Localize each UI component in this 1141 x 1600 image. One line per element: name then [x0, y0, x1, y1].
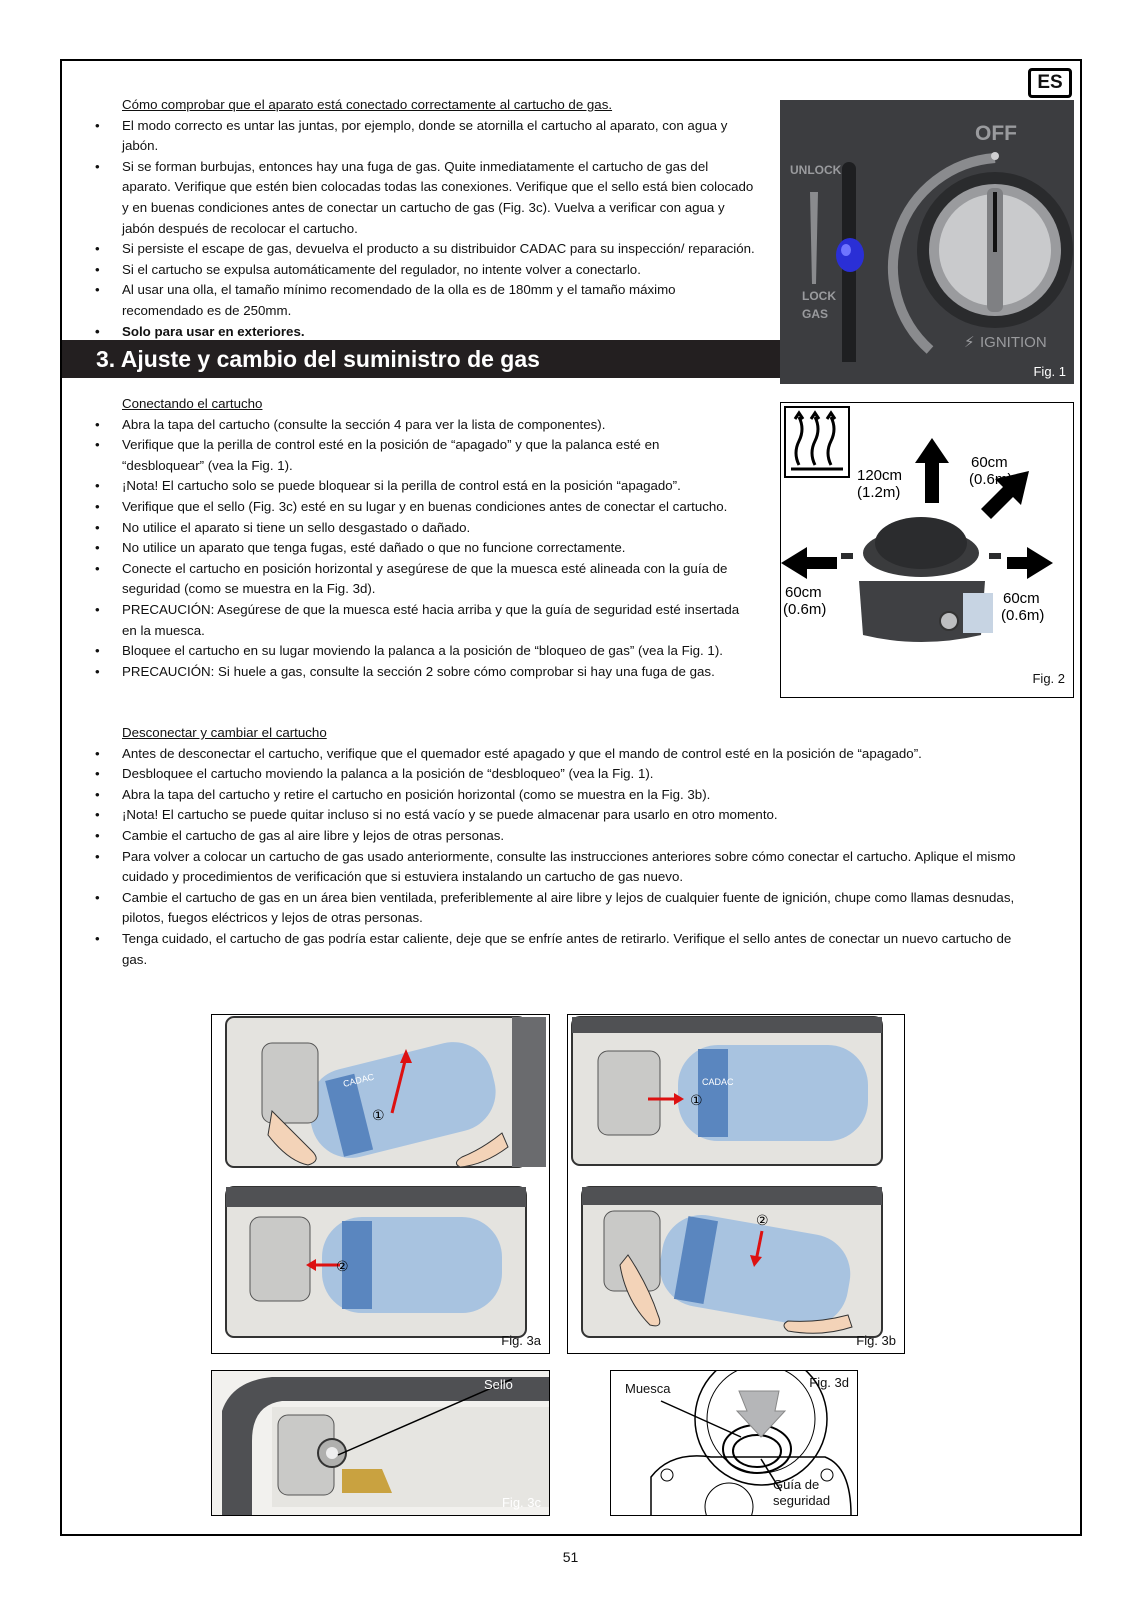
- top-clearance-m: (1.2m): [857, 484, 901, 501]
- list-item: • Abra la tapa del cartucho (consulte la sección 4 para ver la lista de componentes).: [60, 415, 722, 436]
- left-clearance-cm: 60cm: [785, 584, 822, 601]
- list-item: • No utilice el aparato si tiene un sello desgastado o dañado.: [60, 518, 742, 539]
- figure-3a: [211, 1014, 550, 1354]
- right-clearance-m: (0.6m): [1001, 607, 1045, 624]
- list-item: • ¡Nota! El cartucho solo se puede bloquear si la perilla de control está en la posición “apagado”.: [60, 476, 762, 497]
- list-item: • Si el cartucho se expulsa automáticamente del regulador, no intente volver a conectarlo.: [60, 260, 760, 281]
- list-item: • Antes de desconectar el cartucho, verifique que el quemador esté apagado y que el mando de control esté en la posición de “apagado”.: [60, 744, 1030, 765]
- control-panel-illustration: [780, 100, 1074, 384]
- list-item: • Verifique que la perilla de control esté en la posición de “apagado” y que la palanca esté en “desbloquear” (vea la Fig. 1).: [60, 435, 742, 476]
- diag-clearance-m: (0.6m): [969, 471, 1013, 488]
- step-1-marker: ①: [372, 1108, 385, 1124]
- intro-section: [60, 95, 760, 342]
- list-item: • Si se forman burbujas, entonces hay una fuga de gas. Quite inmediatamente el cartucho de gas del aparato. Verifique que estén bien colocadas todas las conexiones. Verifique que el sello está bien colocado y en buenas condiciones antes de conectar un cartucho de gas (Fig. 3c). Vuelva a verificar con agua y jabón después de recolocar el cartucho.: [60, 157, 760, 239]
- intro-bullet-list: [60, 116, 760, 343]
- gas-label: GAS: [802, 307, 829, 321]
- list-item: • Al usar una olla, el tamaño mínimo recomendado de la olla es de 180mm y el tamaño máximo recomendado es de 250mm.: [60, 280, 760, 321]
- guide-callout-line2: seguridad: [773, 1493, 831, 1508]
- figure-3d: [610, 1370, 858, 1516]
- language-badge: ES: [1028, 68, 1072, 98]
- list-item: • Para volver a colocar un cartucho de gas usado anteriormente, consulte las instrucciones anteriores sobre cómo conectar el cartucho. Aplique el mismo cuidado y procedimientos de verificación que si estuviera instalando un cartucho de gas nuevo.: [60, 847, 1030, 888]
- list-item: • Verifique que el sello (Fig. 3c) esté en su lugar y en buenas condiciones antes de conectar el cartucho.: [60, 497, 742, 518]
- diag-clearance-cm: 60cm: [971, 454, 1008, 471]
- list-item: • Desbloquee el cartucho moviendo la palanca a la posición de “desbloqueo” (vea la Fig. 1).: [60, 764, 1030, 785]
- list-item: • Abra la tapa del cartucho y retire el cartucho en posición horizontal (como se muestra en la Fig. 3b).: [60, 785, 1030, 806]
- list-item: • Cambie el cartucho de gas en un área bien ventilada, preferiblemente al aire libre y lejos de cualquier fuente de ignición, chupe como llamas desnudas, pilotos, fuegos eléctricos y lejos de otras personas.: [60, 888, 1030, 929]
- list-item: • Si persiste el escape de gas, devuelva el producto a su distribuidor CADAC para su inspección/ reparación.: [60, 239, 760, 260]
- notch-callout: Muesca: [625, 1381, 671, 1396]
- ignition-label: IGNITION: [980, 334, 1047, 351]
- top-clearance-cm: 120cm: [857, 467, 903, 484]
- cartridge-brand: CADAC: [342, 1071, 376, 1089]
- figure-1: [780, 100, 1074, 384]
- section-title: 3. Ajuste y cambio del suministro de gas: [62, 340, 780, 378]
- figure-3c: [211, 1370, 550, 1516]
- list-item: • PRECAUCIÓN: Si huele a gas, consulte la sección 2 sobre cómo comprobar si hay una fuga de gas.: [60, 662, 822, 683]
- figure-3c-label: Fig. 3c: [501, 1495, 541, 1510]
- guide-callout-line1: Guía de: [773, 1477, 820, 1492]
- arrow-left-icon: [781, 547, 837, 579]
- list-item: • Conecte el cartucho en posición horizontal y asegúrese de que la muesca esté alineada con la guía de seguridad (como se muestra en la Fig. 3d).: [60, 559, 742, 600]
- step-1-marker: ①: [690, 1093, 703, 1109]
- figure-3a-label: Fig. 3a: [501, 1333, 541, 1348]
- list-item: • No utilice un aparato que tenga fugas, esté dañado o que no funcione correctamente.: [60, 538, 742, 559]
- figure-3b-label: Fig. 3b: [856, 1333, 896, 1348]
- seal-callout: Sello: [484, 1377, 513, 1392]
- right-clearance-cm: 60cm: [1003, 590, 1040, 607]
- figure-2: [780, 402, 1074, 698]
- intro-subheading: Cómo comprobar que el aparato está conectado correctamente al cartucho de gas.: [122, 97, 613, 112]
- left-clearance-m: (0.6m): [783, 601, 827, 618]
- connect-bullet-list: [60, 415, 800, 683]
- connect-section: [60, 394, 800, 682]
- cartridge-brand: CADAC: [702, 1077, 734, 1087]
- cartridge-removal-illustration: [212, 1015, 549, 1353]
- disconnect-bullet-list: [60, 744, 1030, 971]
- figure-1-label: Fig. 1: [1033, 364, 1066, 379]
- list-item: • Cambie el cartucho de gas al aire libre y lejos de otras personas.: [60, 826, 1030, 847]
- list-item: • ¡Nota! El cartucho se puede quitar incluso si no está vacío y se puede almacenar para usarlo en otro momento.: [60, 805, 1030, 826]
- disconnect-section: [60, 723, 1030, 970]
- off-label: OFF: [975, 122, 1017, 145]
- list-item: • Bloquee el cartucho en su lugar moviendo la palanca a la posición de “bloqueo de gas” (vea la Fig. 1).: [60, 641, 752, 662]
- unlock-label: UNLOCK: [790, 163, 842, 177]
- step-2-marker: ②: [756, 1213, 769, 1229]
- figure-3d-label: Fig. 3d: [809, 1375, 849, 1390]
- figure-3b: [567, 1014, 905, 1354]
- arrow-right-icon: [1007, 547, 1053, 579]
- list-item: • PRECAUCIÓN: Asegúrese de que la muesca esté hacia arriba y que la guía de seguridad esté insertada en la muesca.: [60, 600, 742, 641]
- step-2-marker: ②: [336, 1259, 349, 1275]
- page-number: 51: [562, 1549, 579, 1565]
- disconnect-subheading: Desconectar y cambiar el cartucho: [122, 725, 327, 740]
- clearance-diagram: [781, 403, 1073, 697]
- list-item: • Tenga cuidado, el cartucho de gas podría estar caliente, deje que se enfríe antes de retirarlo. Verifique el sello antes de conectar un nuevo cartucho de gas.: [60, 929, 1030, 970]
- lock-label: LOCK: [802, 289, 836, 303]
- list-item: • Solo para usar en exteriores.: [60, 322, 760, 343]
- cartridge-insertion-illustration: [568, 1015, 904, 1353]
- lightning-icon: ⚡: [964, 333, 975, 351]
- arrow-up-icon: [915, 438, 949, 503]
- connect-subheading: Conectando el cartucho: [122, 396, 263, 411]
- figure-2-label: Fig. 2: [1032, 671, 1065, 686]
- list-item: • El modo correcto es untar las juntas, por ejemplo, donde se atornilla el cartucho al aparato, con agua y jabón.: [60, 116, 760, 157]
